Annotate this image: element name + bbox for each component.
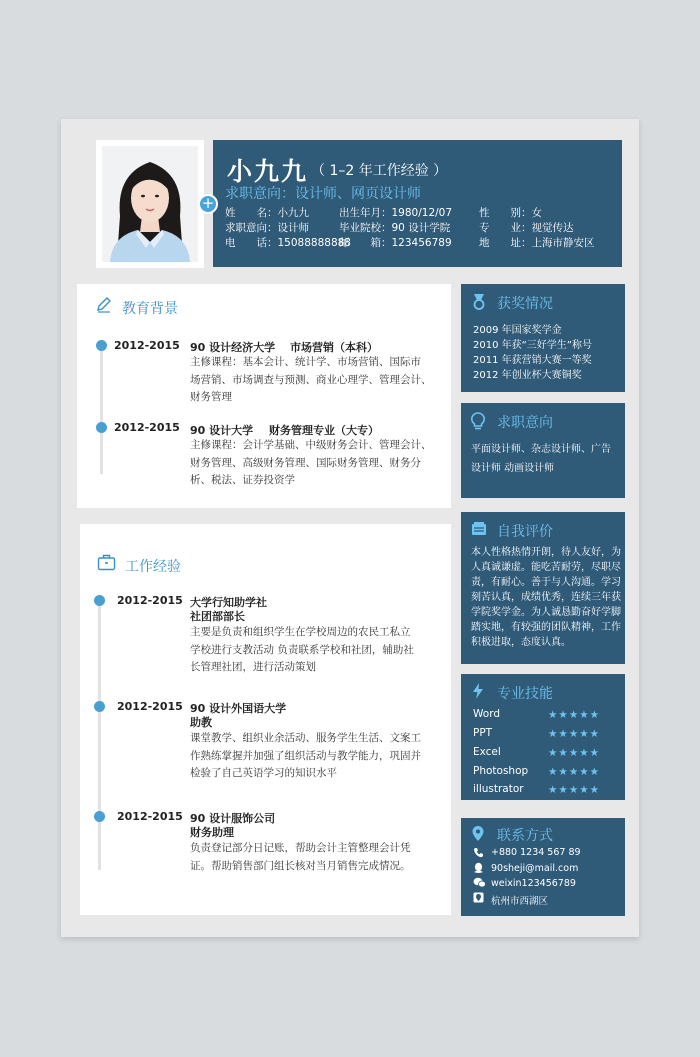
edu-date: 2012-2015 [114, 421, 180, 434]
header-panel [213, 140, 622, 267]
objective-line: 平面设计师、杂志设计师、广告 [471, 444, 611, 455]
info-gender: 性 别：女 [479, 207, 542, 219]
work-org: 90 设计外国语大学 [190, 702, 287, 715]
work-role: 助教 [190, 716, 212, 729]
info-major: 专 业：视觉传达 [479, 222, 574, 234]
timeline-dot [96, 422, 107, 433]
candidate-name: 小九九 [227, 157, 309, 186]
timeline [100, 340, 103, 474]
work-line: 课堂教学、组织业余活动、服务学生生活、文案工 [190, 732, 421, 744]
work-role: 财务助理 [190, 826, 234, 839]
contact-wechat: weixin123456789 [491, 878, 576, 889]
contact-title: 联系方式 [497, 828, 553, 844]
work-org: 大学行知助学社 [190, 596, 267, 609]
briefcase-icon [97, 554, 116, 571]
award-item: 2009 年国家奖学金 [473, 325, 562, 336]
profile-photo [96, 140, 204, 268]
work-line: 检验了自己英语学习的知识水平 [190, 767, 337, 779]
work-line: 学校进行支教活动 负责联系学校和社团，辅助社 [190, 643, 414, 656]
timeline-dot [94, 811, 105, 822]
work-line: 长管理社团，进行活动策划 [190, 661, 316, 673]
skill-name: Photoshop [473, 765, 529, 777]
edu-date: 2012-2015 [114, 339, 180, 352]
edu-major: 财务管理专业（大专） [269, 424, 379, 437]
phone-icon [473, 847, 484, 858]
work-desc [190, 624, 414, 677]
edu-school: 90 设计经济大学 [190, 341, 276, 354]
skill-rating: ★★★★★ [548, 709, 601, 721]
edu-line: 析、税法、证券投资学 [190, 474, 295, 486]
info-phone: 电 话：15088888888 [225, 237, 351, 249]
contact-email: 90sheji@mail.com [491, 863, 579, 874]
work-desc [190, 730, 421, 783]
job-intent: 求职意向：设计师、网页设计师 [225, 186, 421, 202]
self-eval-line: 本人性格热情开朗，待人友好，为 [471, 547, 621, 558]
skill-rating: ★★★★★ [548, 728, 601, 740]
wechat-icon [473, 877, 486, 888]
edu-courses [190, 354, 432, 407]
contact-address: 杭州市西湖区 [491, 896, 549, 907]
self-eval-line: 人真诚谦虚。能吃苦耐劳，尽职尽 [471, 562, 621, 573]
self-eval-title: 自我评价 [497, 524, 553, 540]
objective-panel [461, 403, 625, 498]
edu-line: 场营销、市场调查与预测、商业心理学、管理会计、 [190, 373, 432, 386]
awards-panel [461, 284, 625, 392]
edu-line: 主修课程：会计学基础、中级财务会计、管理会计、 [190, 439, 432, 451]
award-item: 2012 年创业杯大赛铜奖 [473, 370, 582, 381]
info-intent: 求职意向：设计师 [225, 222, 309, 234]
info-address: 地 址：上海市静安区 [479, 237, 595, 249]
avatar [102, 146, 198, 262]
work-org: 90 设计服饰公司 [190, 812, 276, 825]
timeline-dot [96, 340, 107, 351]
edu-line: 财务管理、高级财务管理、国际财务管理、财务分 [190, 456, 421, 469]
contact-phone: +880 1234 567 89 [491, 847, 581, 858]
objective-line: 设计师 动画设计师 [471, 463, 555, 474]
skill-rating: ★★★★★ [548, 784, 601, 796]
work-date: 2012-2015 [117, 594, 183, 607]
work-date: 2012-2015 [117, 810, 183, 823]
info-email: 邮 箱：123456789 [339, 237, 452, 249]
edu-line: 财务管理 [190, 391, 232, 403]
info-name: 姓 名：小九九 [225, 207, 309, 219]
work-card [80, 524, 451, 915]
info-birth: 出生年月：1980/12/07 [339, 207, 453, 219]
plus-icon: + [198, 194, 218, 214]
education-card [77, 284, 451, 508]
self-eval-line: 学院奖学金。为人诚恳勤奋好学脚 [471, 607, 621, 618]
pencil-icon [95, 296, 113, 314]
edu-school: 90 设计大学 [190, 424, 254, 437]
edu-major: 市场营销（本科） [290, 341, 378, 354]
lightbulb-icon [471, 412, 485, 430]
edu-courses [190, 437, 432, 490]
work-line: 负责登记部分日记账，帮助会计主管整理会计凭 [190, 842, 411, 854]
skills-panel [461, 674, 625, 800]
self-eval-line: 踏实地，有较强的团队精神，工作 [471, 622, 621, 633]
skill-name: illustrator [473, 783, 524, 795]
education-title: 教育背景 [122, 301, 178, 317]
award-item: 2010 年获“三好学生”称号 [473, 340, 592, 351]
work-date: 2012-2015 [117, 700, 183, 713]
self-eval-line: 积极进取，态度认真。 [471, 637, 571, 648]
qq-icon [473, 862, 484, 874]
work-line: 证。帮助销售部门组长核对当月销售完成情况。 [190, 859, 411, 872]
self-eval-line: 责，有耐心。善于与人沟通。学习 [471, 577, 621, 588]
work-desc [190, 840, 411, 875]
self-eval-line: 刻苦认真，成绩优秀，连续三年获 [471, 592, 621, 603]
skill-rating: ★★★★★ [548, 766, 601, 778]
timeline-dot [94, 701, 105, 712]
timeline [98, 600, 101, 870]
work-title: 工作经验 [125, 559, 181, 575]
work-line: 作熟练掌握并加强了组织活动与教学能力，巩固并 [190, 749, 421, 762]
self-eval-panel [461, 512, 625, 664]
skill-name: PPT [473, 727, 493, 739]
experience-years: （ 1–2 年工作经验 ） [311, 163, 448, 179]
work-role: 社团部部长 [190, 610, 245, 623]
timeline-dot [94, 595, 105, 606]
edu-line: 主修课程：基本会计、统计学、市场营销、国际市 [190, 356, 421, 368]
location-pin-icon [471, 825, 485, 842]
skill-name: Word [473, 708, 500, 720]
skill-rating: ★★★★★ [548, 747, 601, 759]
skills-title: 专业技能 [497, 686, 553, 702]
work-line: 主要是负责和组织学生在学校周边的农民工私立 [190, 626, 411, 638]
objective-title: 求职意向 [497, 415, 553, 431]
self-eval-text [471, 545, 621, 650]
skill-name: Excel [473, 746, 501, 758]
awards-title: 获奖情况 [497, 296, 553, 312]
award-icon [471, 293, 487, 311]
award-item: 2011 年获营销大赛一等奖 [473, 355, 592, 366]
profile-card-icon [471, 521, 487, 537]
location-icon [473, 892, 484, 903]
lightning-icon [471, 682, 485, 700]
info-school: 毕业院校：90 设计学院 [339, 222, 451, 234]
contact-panel [461, 818, 625, 916]
